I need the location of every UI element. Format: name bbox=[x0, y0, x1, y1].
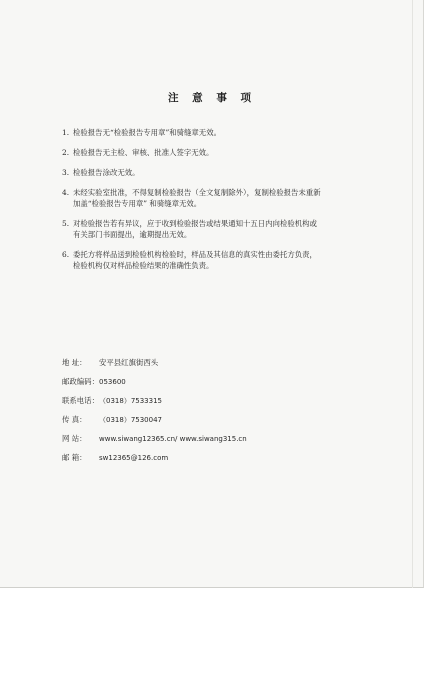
postcode-row bbox=[62, 376, 362, 395]
notice-text: 检验报告无主检、审核、批准人签字无效。 bbox=[73, 148, 214, 157]
website-row bbox=[62, 433, 362, 452]
notice-text: 委托方将样品送到检验机构检验时，样品及其信息的真实性由委托方负责， bbox=[73, 250, 317, 259]
notice-item-5 bbox=[62, 218, 362, 240]
notice-text: 检验报告涂改无效。 bbox=[73, 168, 140, 177]
notice-item-6 bbox=[62, 249, 362, 271]
contact-info bbox=[62, 357, 362, 471]
address-value: 安平县红旗街西头 bbox=[99, 358, 159, 367]
email-row bbox=[62, 452, 362, 471]
fax-row bbox=[62, 414, 362, 433]
phone-value: （0318）7533315 bbox=[99, 397, 162, 405]
notice-number: 3. bbox=[62, 168, 70, 177]
page-title: 注 意 事 项 bbox=[168, 92, 256, 104]
notice-number: 5. bbox=[62, 219, 70, 228]
website-label: 网 站： bbox=[62, 434, 87, 443]
email-value: sw12365@126.com bbox=[99, 454, 169, 462]
notice-text-continued: 有关部门书面提出，逾期提出无效。 bbox=[73, 230, 192, 239]
notice-text-continued: 检验机构仅对样品检验结果的准确性负责。 bbox=[73, 261, 214, 270]
phone-label: 联系电话： bbox=[62, 396, 99, 405]
website-value: www.siwang12365.cn/ www.siwang315.cn bbox=[99, 435, 247, 443]
email-label: 邮 箱： bbox=[62, 453, 87, 462]
notice-item-4 bbox=[62, 187, 362, 209]
fax-value: （0318）7530047 bbox=[99, 416, 162, 424]
notice-number: 2. bbox=[62, 148, 70, 157]
notice-item-3 bbox=[62, 167, 362, 178]
fax-label: 传 真： bbox=[62, 415, 87, 424]
notice-list bbox=[62, 127, 362, 280]
notice-text: 对检验报告若有异议，应于收到检验报告或结果通知十五日内向检验机构或 bbox=[73, 219, 317, 228]
notice-item-1 bbox=[62, 127, 362, 138]
notice-number: 1. bbox=[62, 128, 70, 137]
postcode-label: 邮政编码： bbox=[62, 377, 99, 386]
phone-row bbox=[62, 395, 362, 414]
notice-number: 6. bbox=[62, 250, 70, 259]
address-row bbox=[62, 357, 362, 376]
notice-item-2 bbox=[62, 147, 362, 158]
notice-number: 4. bbox=[62, 188, 70, 197]
notice-text-continued: 加盖“检验报告专用章” 和骑缝章无效。 bbox=[73, 199, 202, 208]
notice-text: 检验报告无“检验报告专用章”和骑缝章无效。 bbox=[73, 128, 221, 137]
scan-edge bbox=[412, 0, 413, 588]
postcode-value: 053600 bbox=[99, 378, 126, 386]
notice-text: 未经实验室批准，不得复制检验报告（全文复制除外），复制检验报告未重新 bbox=[73, 188, 321, 197]
address-label: 地 址： bbox=[62, 358, 87, 367]
